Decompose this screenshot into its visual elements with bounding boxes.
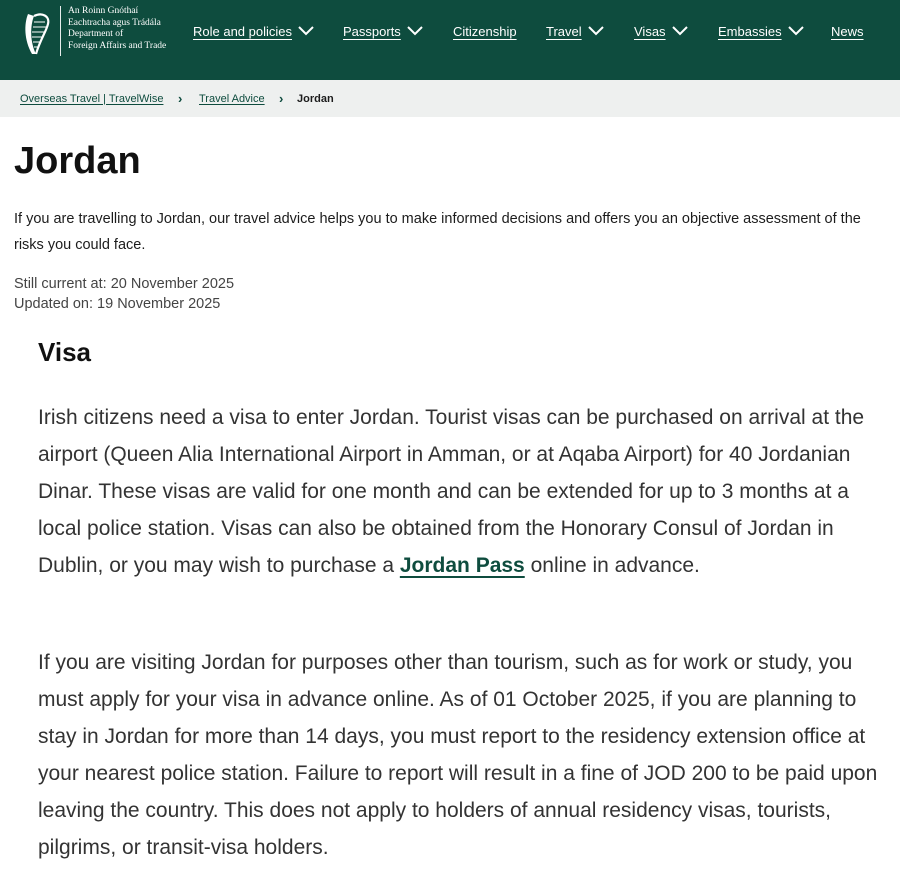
nav-link-label[interactable]: Travel <box>546 23 582 39</box>
nav-link-label[interactable]: Embassies <box>718 23 782 39</box>
logo-line: Eachtracha agus Trádála <box>68 17 161 28</box>
advice-dates <box>14 274 234 314</box>
breadcrumb-current <box>297 80 334 117</box>
nav-link-label[interactable]: Visas <box>634 23 666 39</box>
chevron-right-icon: › <box>279 91 284 106</box>
visa-paragraph-text: online in advance. <box>524 554 700 577</box>
logo-text <box>68 6 166 52</box>
chevron-right-icon: › <box>178 91 183 106</box>
breadcrumb-current-label: Jordan <box>297 92 334 105</box>
breadcrumb-item[interactable] <box>20 80 163 117</box>
chevron-down-icon <box>407 26 423 36</box>
nav-item-citizenship[interactable] <box>453 0 517 62</box>
logo-divider <box>60 6 61 56</box>
visa-paragraph <box>38 399 890 584</box>
visa-paragraph-text: Irish citizens need a visa to enter Jordan. Tourist visas can be purchased on arrival at the airport (Queen Alia International Airport in Amman, or at Aqaba Airport) for 40 Jordanian Dinar. These visas are valid for one month and can be extended for up to 3 months at a local police station. Visas can also be obtained from the Honorary Consul of Jordan in Dublin, or you may wish to purchase a <box>38 406 865 577</box>
visa-heading: Visa <box>38 337 92 367</box>
logo-line: Department of <box>68 29 124 39</box>
nav-item-visas[interactable] <box>634 0 688 62</box>
nav-item-role-and-policies[interactable] <box>193 0 314 62</box>
nav-link-label[interactable]: Role and policies <box>193 23 293 39</box>
nav-item-passports[interactable] <box>343 0 423 62</box>
breadcrumb <box>0 80 900 117</box>
nav-item-embassies[interactable] <box>718 0 804 62</box>
breadcrumb-link[interactable]: Overseas Travel | TravelWise <box>20 92 164 105</box>
still-current-date: Still current at: 20 November 2025 <box>14 276 235 292</box>
visa-paragraph: If you are visiting Jordan for purposes other than tourism, such as for work or study, you must apply for your visa in advance online. As of 01 October 2025, if you are planning to stay in Jordan for more than 14 days, you must report to the residency extension office at your nearest police station. Failure to report will result in a fine of JOD 200 to be paid upon leaving the country. This does not apply to holders of annual residency visas, tourists, pilgrims, or transit-visa holders. <box>38 651 878 859</box>
breadcrumb-link[interactable]: Travel Advice <box>199 92 265 105</box>
chevron-down-icon <box>788 26 804 36</box>
breadcrumb-separator <box>178 80 182 117</box>
logo-line: Foreign Affairs and Trade <box>68 40 167 51</box>
site-header <box>0 0 900 80</box>
chevron-down-icon <box>672 26 688 36</box>
page-intro: If you are travelling to Jordan, our travel advice helps you to make informed decisions and offers you an objective assessment of the risks you could face. <box>14 211 861 253</box>
chevron-down-icon <box>298 26 314 36</box>
jordan-pass-link[interactable]: Jordan Pass <box>399 554 525 577</box>
logo-line: An Roinn Gnóthaí <box>68 6 139 16</box>
nav-link-label[interactable]: Citizenship <box>453 23 517 39</box>
nav-link-label[interactable]: News <box>831 23 864 39</box>
nav-link-label[interactable]: Passports <box>343 23 401 39</box>
harp-logo-icon <box>18 10 54 58</box>
breadcrumb-separator <box>279 80 283 117</box>
chevron-down-icon <box>588 26 604 36</box>
nav-item-travel[interactable] <box>546 0 604 62</box>
page-title: Jordan <box>14 140 141 182</box>
updated-on-date: Updated on: 19 November 2025 <box>14 296 221 312</box>
nav-item-news[interactable] <box>831 0 864 62</box>
breadcrumb-item[interactable] <box>199 80 265 117</box>
dfa-logo[interactable] <box>18 6 188 60</box>
